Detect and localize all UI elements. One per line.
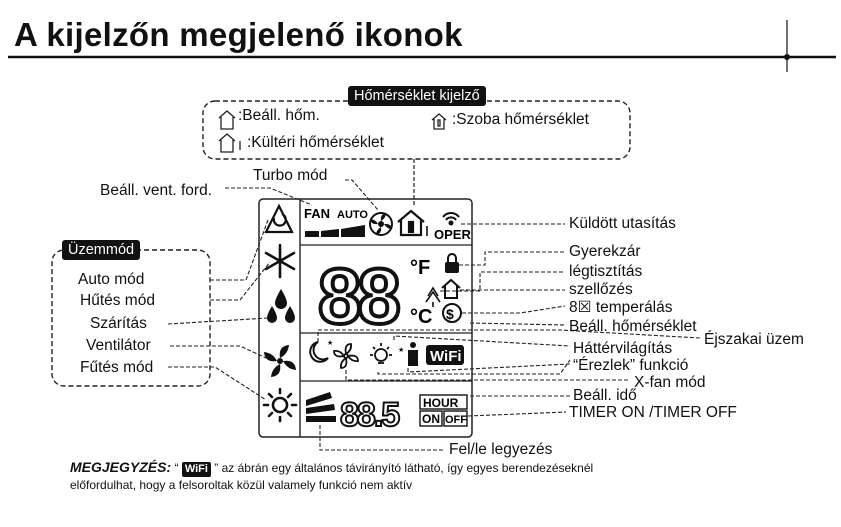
dollar-sign: $ — [446, 306, 454, 322]
mode-item-heat: Fűtés mód — [80, 359, 154, 376]
house-thermometer-icon — [398, 211, 427, 236]
ventilation-house-icon — [442, 280, 460, 298]
lcd-wifi-text: WiFi — [430, 348, 462, 365]
mode-panel-header: Üzemmód — [62, 240, 140, 260]
label-set-temperature: Beáll. hőmérséklet — [569, 318, 697, 335]
label-eight-degree: 8☒ temperálás — [569, 299, 673, 316]
house-icon-outdoor — [219, 134, 240, 152]
note-text-1: ” az ábrán egy általános távirányító látható, így egyes berendezéseknél — [214, 461, 594, 475]
label-xfan-mode: X-fan mód — [634, 374, 706, 391]
lcd-temp-digits: 88 — [318, 252, 397, 340]
house-icon-set — [219, 111, 235, 129]
note-label: MEGJEGYZÉS: — [70, 459, 172, 475]
lcd-off-text: OFF — [445, 414, 467, 426]
turbo-icon — [370, 213, 392, 235]
note-wifi-badge: WiFi — [182, 462, 211, 477]
label-swing: Fel/le legyezés — [449, 441, 553, 458]
note-line-1 — [70, 460, 593, 477]
sun-heat-icon — [264, 389, 296, 421]
mode-item-cool: Hűtés mód — [80, 292, 155, 309]
house-icon-room — [432, 114, 446, 129]
label-air-purify: légtisztítás — [569, 263, 643, 280]
lcd-time-digits: 88.5 — [340, 396, 399, 434]
mode-item-auto: Auto mód — [78, 271, 145, 288]
temp-outdoor-label: :Kültéri hőmérséklet — [247, 134, 384, 151]
lcd-f-unit: °F — [410, 257, 431, 279]
temp-room-label: :Szoba hőmérséklet — [452, 111, 589, 128]
title-rule-dot — [784, 54, 790, 60]
lcd-auto-text: AUTO — [337, 209, 368, 221]
temp-panel-header: Hőmérséklet kijelző — [348, 86, 486, 106]
fan-speed-label: Beáll. vent. ford. — [100, 182, 213, 199]
lcd-on-text: ON — [422, 412, 440, 426]
xfan-icon — [334, 344, 358, 368]
lock-icon — [445, 254, 459, 273]
turbo-label: Turbo mód — [253, 167, 328, 184]
mode-item-dry: Szárítás — [90, 315, 147, 332]
label-ventilation: szellőzés — [569, 281, 633, 298]
note-quote-open: “ — [174, 461, 179, 475]
label-set-time: Beáll. idő — [573, 387, 637, 404]
svg-text:★: ★ — [398, 347, 405, 354]
label-feel-function: “Érezlek” funkció — [573, 357, 689, 374]
signal-icon — [443, 213, 459, 225]
svg-text:★: ★ — [327, 340, 334, 347]
lcd-oper-text: OPER — [434, 227, 471, 242]
label-timer: TIMER ON /TIMER OFF — [569, 404, 737, 421]
lcd-hour-text: HOUR — [423, 396, 459, 410]
moon-icon — [310, 339, 333, 362]
mode-item-fan: Ventilátor — [86, 337, 151, 354]
auto-mode-icon — [266, 206, 292, 232]
lcd-c-unit: °C — [410, 306, 433, 328]
drop-icon — [267, 289, 295, 323]
fan-mode-icon — [264, 345, 296, 377]
swing-icon — [306, 392, 336, 422]
backlight-bulb-icon — [370, 343, 392, 363]
label-sent-command: Küldött utasítás — [569, 215, 676, 232]
label-backlight: Háttérvilágítás — [573, 340, 673, 357]
label-child-lock: Gyerekzár — [569, 243, 641, 260]
label-night-mode: Éjszakai üzem — [704, 331, 804, 348]
feel-person-icon — [398, 342, 418, 366]
snowflake-icon — [266, 245, 294, 277]
lcd-fan-text: FAN — [304, 206, 330, 221]
fan-speed-bars-icon — [305, 225, 365, 237]
note-line-2: előfordulhat, hogy a felsoroltak közül valamely funkció nem aktív — [70, 478, 413, 492]
temp-set-label: :Beáll. hőm. — [238, 107, 320, 124]
purify-tree-icon — [426, 288, 440, 307]
page-title: A kijelzőn megjelenő ikonok — [14, 16, 463, 53]
